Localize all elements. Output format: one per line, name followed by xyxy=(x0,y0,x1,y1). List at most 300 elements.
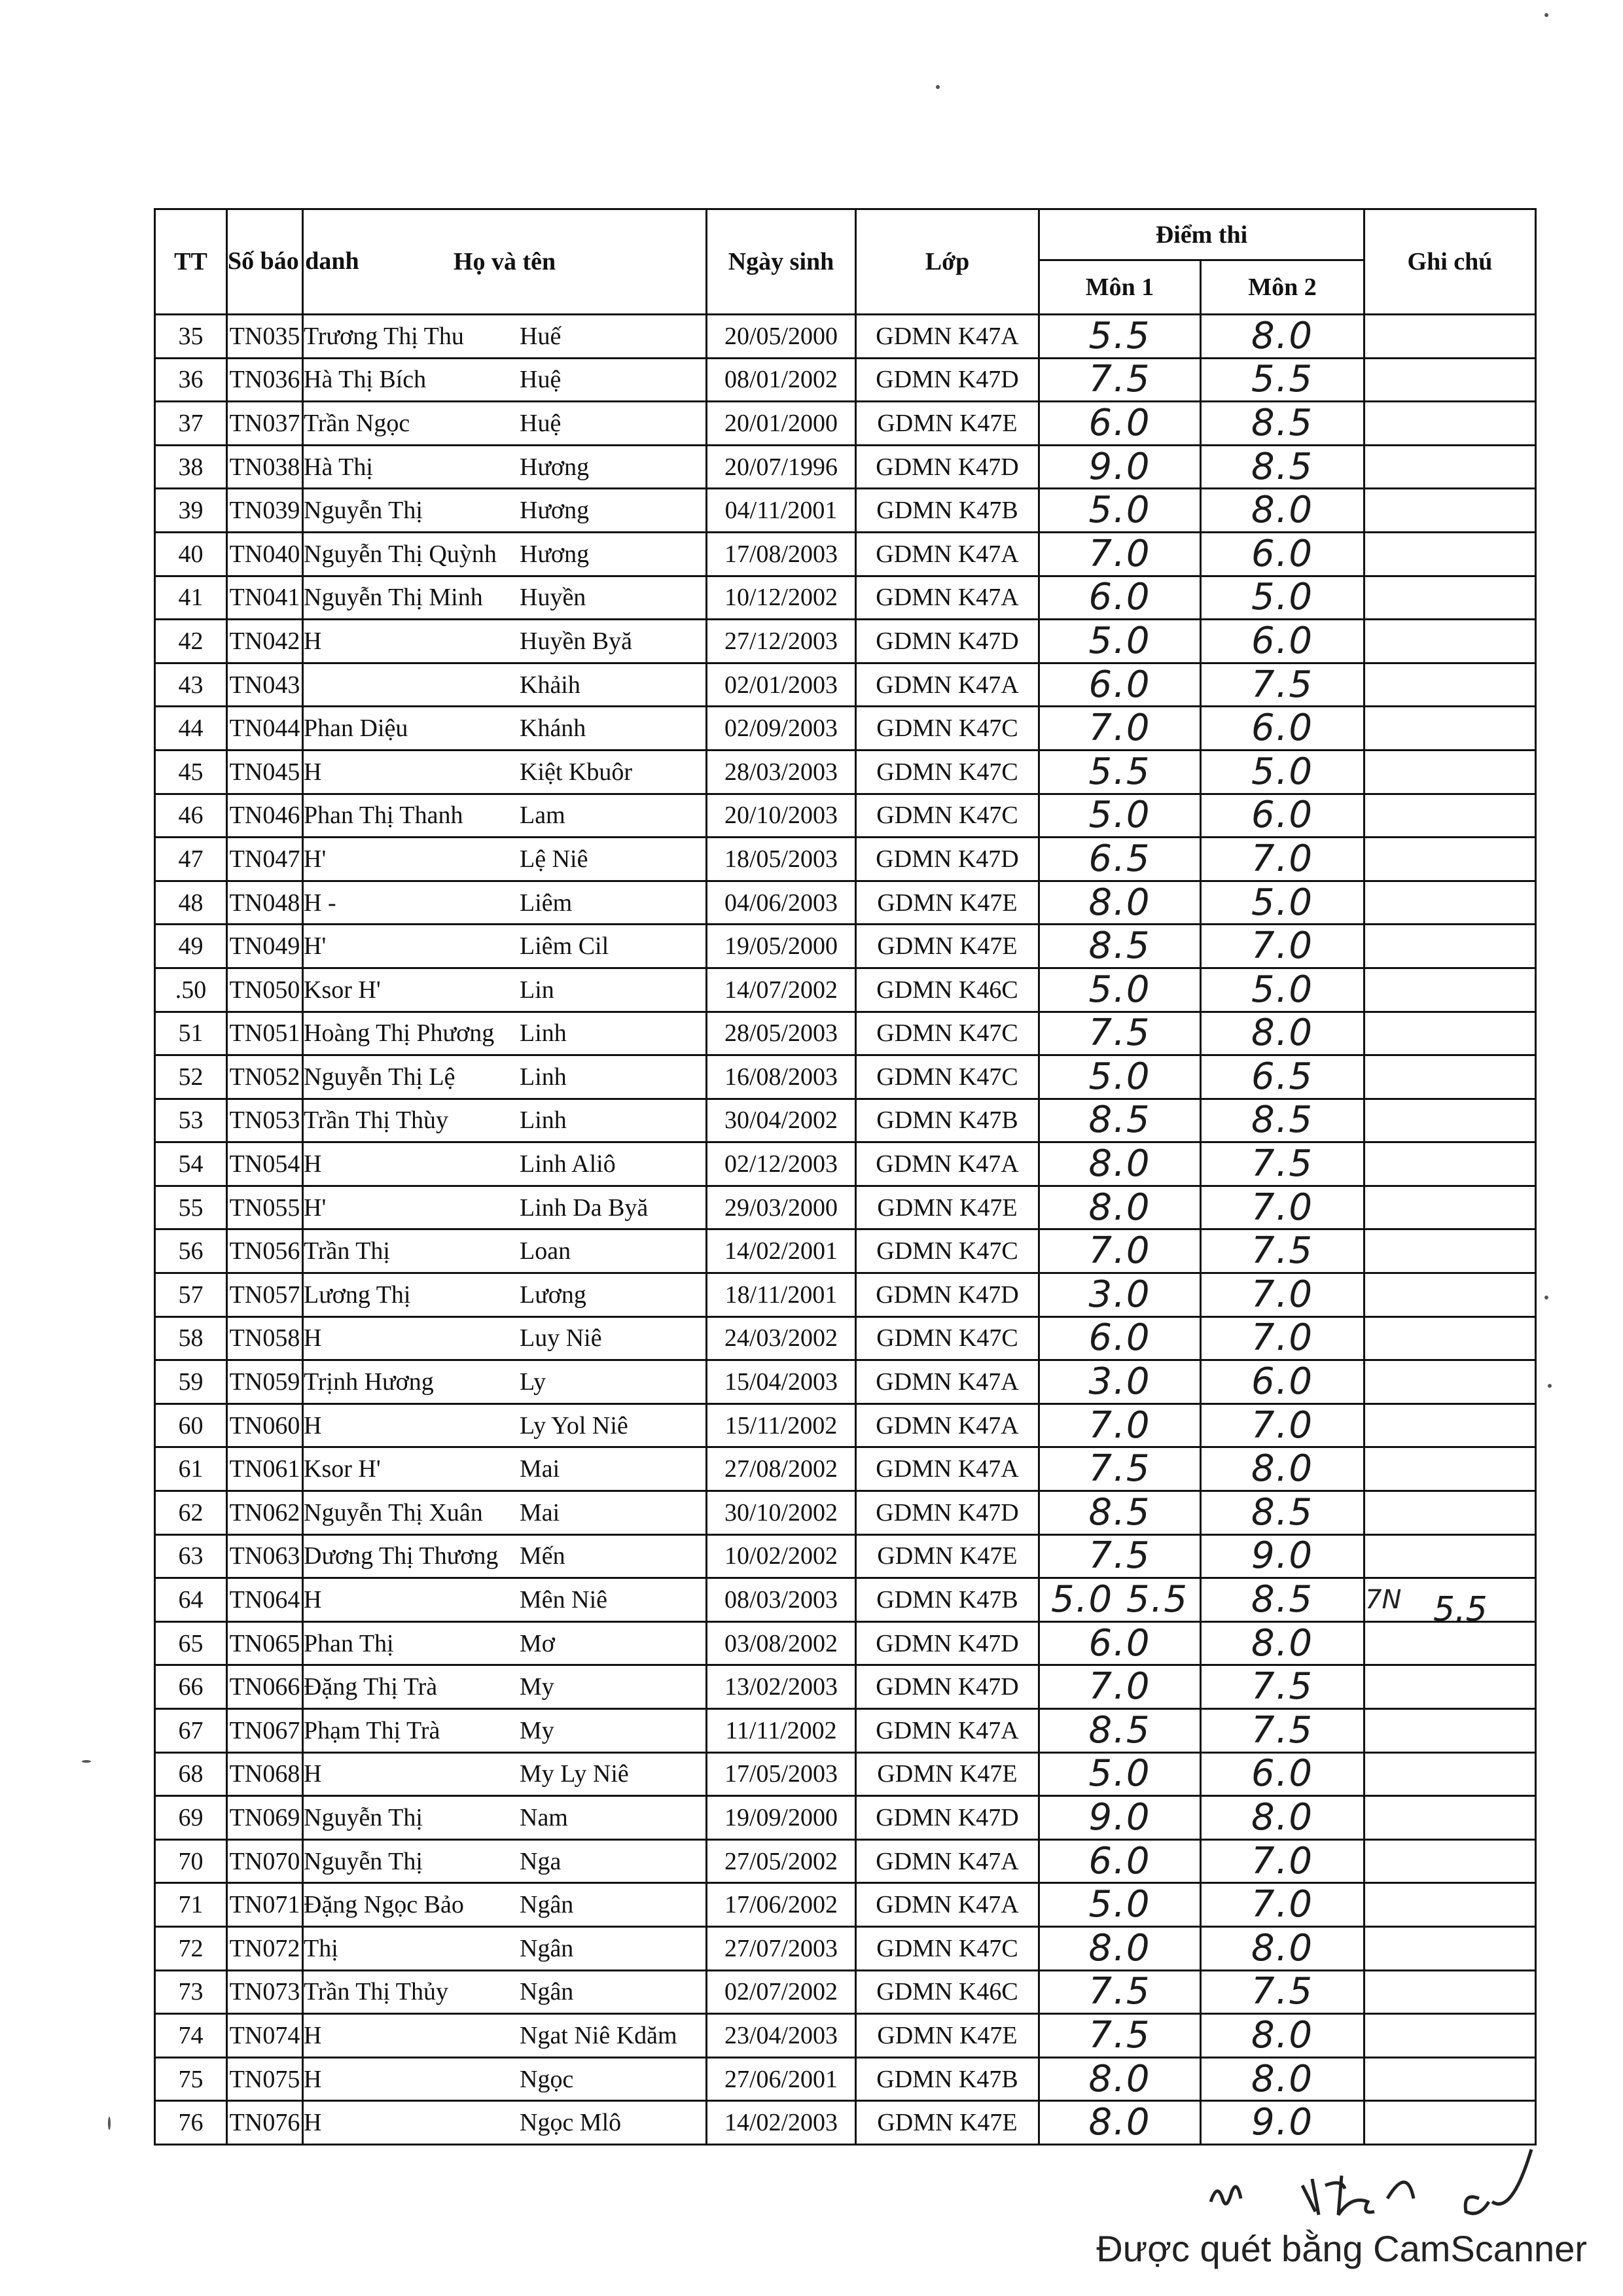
given-name: Hương xyxy=(520,540,590,568)
full-name xyxy=(303,707,707,751)
candidate-number: TN059 xyxy=(227,1360,303,1404)
score-mon1: 6.0 xyxy=(1039,1316,1201,1360)
table-row xyxy=(155,1229,1536,1273)
handwritten-signatures xyxy=(1191,2140,1558,2238)
given-name: Lệ Niê xyxy=(520,845,588,873)
note-cell xyxy=(1364,489,1536,533)
row-number: 75 xyxy=(155,2057,227,2101)
candidate-number: TN047 xyxy=(227,838,303,881)
birth-date: 27/06/2001 xyxy=(707,2057,856,2101)
table-row xyxy=(155,1142,1536,1186)
full-name xyxy=(303,663,707,707)
note-cell xyxy=(1364,445,1536,489)
given-name: Liêm xyxy=(520,889,573,917)
birth-date: 17/08/2003 xyxy=(707,532,856,576)
header-note: Ghi chú xyxy=(1364,209,1536,315)
candidate-number: TN068 xyxy=(227,1752,303,1796)
row-number: 74 xyxy=(155,2014,227,2058)
table-row xyxy=(155,1621,1536,1665)
note-cell xyxy=(1364,358,1536,402)
class-name: GDMN K46C xyxy=(856,1970,1039,2014)
family-name: Nguyễn Thị Quỳnh xyxy=(304,540,497,568)
score-mon1: 8.5 xyxy=(1039,1099,1201,1142)
note-cell xyxy=(1364,750,1536,794)
family-name: H xyxy=(304,1760,322,1788)
given-name: Ngọc Mlô xyxy=(520,2109,622,2137)
class-name: GDMN K47C xyxy=(856,1926,1039,1970)
table-row xyxy=(155,532,1536,576)
row-number: 76 xyxy=(155,2101,227,2145)
table-row xyxy=(155,1186,1536,1229)
family-name: H' xyxy=(304,1193,327,1222)
family-name: H xyxy=(304,627,322,655)
row-number: 58 xyxy=(155,1316,227,1360)
given-name: Linh xyxy=(520,1063,567,1091)
class-name: GDMN K47D xyxy=(856,1273,1039,1317)
birth-date: 20/05/2000 xyxy=(707,315,856,359)
class-name: GDMN K47D xyxy=(856,1796,1039,1840)
candidate-number: TN064 xyxy=(227,1578,303,1622)
given-name: Huyền xyxy=(520,584,586,612)
full-name xyxy=(303,620,707,663)
score-mon1: 8.5 xyxy=(1039,1491,1201,1535)
score-mon1: 5.0 5.5 xyxy=(1039,1578,1201,1622)
birth-date: 20/01/2000 xyxy=(707,402,856,446)
note-cell xyxy=(1364,1404,1536,1447)
candidate-number: TN052 xyxy=(227,1055,303,1099)
family-name: Nguyễn Thị Lệ xyxy=(304,1063,455,1091)
family-name: H' xyxy=(304,845,327,873)
birth-date: 20/07/1996 xyxy=(707,445,856,489)
row-number: 38 xyxy=(155,445,227,489)
full-name xyxy=(303,2014,707,2058)
class-name: GDMN K47E xyxy=(856,1186,1039,1229)
table-row xyxy=(155,620,1536,663)
full-name xyxy=(303,315,707,359)
row-number: 68 xyxy=(155,1752,227,1796)
candidate-number: TN040 xyxy=(227,532,303,576)
class-name: GDMN K47C xyxy=(856,707,1039,751)
scan-speck xyxy=(1548,1384,1552,1388)
birth-date: 15/11/2002 xyxy=(707,1404,856,1447)
given-name: Loan xyxy=(520,1237,571,1265)
table-row xyxy=(155,838,1536,881)
table-row xyxy=(155,1491,1536,1535)
candidate-number: TN038 xyxy=(227,445,303,489)
given-name: Lam xyxy=(520,802,565,830)
exam-score-table xyxy=(154,208,1537,2146)
score-mon1: 7.5 xyxy=(1039,2014,1201,2058)
full-name xyxy=(303,1142,707,1186)
table-row xyxy=(155,2057,1536,2101)
birth-date: 10/12/2002 xyxy=(707,576,856,620)
full-name xyxy=(303,1055,707,1099)
note-cell xyxy=(1364,532,1536,576)
score-mon1: 3.0 xyxy=(1039,1273,1201,1317)
full-name xyxy=(303,1534,707,1578)
class-name: GDMN K47C xyxy=(856,1055,1039,1099)
given-name: Ly xyxy=(520,1368,546,1396)
row-number: 56 xyxy=(155,1229,227,1273)
table-row xyxy=(155,925,1536,968)
score-mon1: 7.5 xyxy=(1039,358,1201,402)
given-name: My xyxy=(520,1673,554,1701)
row-number: 60 xyxy=(155,1404,227,1447)
note-cell xyxy=(1364,663,1536,707)
row-number: 44 xyxy=(155,707,227,751)
birth-date: 13/02/2003 xyxy=(707,1665,856,1709)
score-mon1: 5.0 xyxy=(1039,1055,1201,1099)
row-number: 64 xyxy=(155,1578,227,1622)
score-mon2: 5.0 xyxy=(1201,968,1364,1012)
family-name: H' xyxy=(304,932,327,961)
full-name xyxy=(303,1273,707,1317)
family-name: Trịnh Hương xyxy=(304,1368,434,1396)
note-cell xyxy=(1364,1099,1536,1142)
full-name xyxy=(303,576,707,620)
note-cell xyxy=(1364,1491,1536,1535)
given-name: My xyxy=(520,1716,554,1744)
class-name: GDMN K47A xyxy=(856,532,1039,576)
family-name: H xyxy=(304,1324,322,1352)
table-row xyxy=(155,794,1536,838)
full-name xyxy=(303,1970,707,2014)
score-mon2: 5.0 xyxy=(1201,881,1364,925)
family-name: Phạm Thị Trà xyxy=(304,1716,440,1744)
note-cell xyxy=(1364,1796,1536,1840)
score-mon1: 9.0 xyxy=(1039,445,1201,489)
full-name xyxy=(303,1186,707,1229)
table-row xyxy=(155,707,1536,751)
score-mon1: 7.5 xyxy=(1039,1970,1201,2014)
score-mon2: 6.5 xyxy=(1201,1055,1364,1099)
table-row xyxy=(155,1665,1536,1709)
birth-date: 19/05/2000 xyxy=(707,925,856,968)
class-name: GDMN K47C xyxy=(856,750,1039,794)
score-mon2: 8.0 xyxy=(1201,2014,1364,2058)
score-mon1: 7.5 xyxy=(1039,1534,1201,1578)
row-number: 72 xyxy=(155,1926,227,1970)
row-number: 41 xyxy=(155,576,227,620)
note-cell xyxy=(1364,1752,1536,1796)
candidate-number: TN051 xyxy=(227,1012,303,1055)
birth-date: 19/09/2000 xyxy=(707,1796,856,1840)
candidate-number: TN037 xyxy=(227,402,303,446)
birth-date: 18/05/2003 xyxy=(707,838,856,881)
given-name: Lin xyxy=(520,976,554,1004)
score-mon1: 3.0 xyxy=(1039,1360,1201,1404)
birth-date: 24/03/2002 xyxy=(707,1316,856,1360)
given-name: Liêm Cil xyxy=(520,932,609,961)
family-name: Trần Thị xyxy=(304,1237,390,1265)
family-name: H xyxy=(304,2109,322,2137)
table-body xyxy=(155,315,1536,2145)
candidate-number: TN071 xyxy=(227,1883,303,1927)
given-name: Mai xyxy=(520,1455,560,1483)
given-name: Luy Niê xyxy=(520,1324,602,1352)
candidate-number: TN055 xyxy=(227,1186,303,1229)
birth-date: 08/03/2003 xyxy=(707,1578,856,1622)
given-name: Nam xyxy=(520,1803,568,1831)
row-number: 48 xyxy=(155,881,227,925)
full-name xyxy=(303,1360,707,1404)
note-cell xyxy=(1364,1186,1536,1229)
family-name: Đặng Ngọc Bảo xyxy=(304,1891,464,1919)
full-name xyxy=(303,1099,707,1142)
candidate-number: TN074 xyxy=(227,2014,303,2058)
table-row xyxy=(155,1099,1536,1142)
birth-date: 30/10/2002 xyxy=(707,1491,856,1535)
given-name: Mơ xyxy=(520,1629,555,1657)
table-row xyxy=(155,1404,1536,1447)
class-name: GDMN K47E xyxy=(856,925,1039,968)
score-mon2: 7.5 xyxy=(1201,663,1364,707)
row-number: 63 xyxy=(155,1534,227,1578)
birth-date: 02/12/2003 xyxy=(707,1142,856,1186)
table-row xyxy=(155,1839,1536,1883)
full-name xyxy=(303,794,707,838)
birth-date: 27/07/2003 xyxy=(707,1926,856,1970)
full-name xyxy=(303,489,707,533)
note-cell xyxy=(1364,1012,1536,1055)
candidate-number: TN036 xyxy=(227,358,303,402)
full-name xyxy=(303,1447,707,1491)
table-row xyxy=(155,750,1536,794)
class-name: GDMN K47D xyxy=(856,1491,1039,1535)
family-name: Trần Ngọc xyxy=(304,409,410,437)
table-row xyxy=(155,315,1536,359)
row-number: 66 xyxy=(155,1665,227,1709)
given-name: Lương xyxy=(520,1280,586,1309)
score-mon1: 6.0 xyxy=(1039,1839,1201,1883)
given-name: Ngat Niê Kdăm xyxy=(520,2021,677,2049)
table-row xyxy=(155,489,1536,533)
score-mon1: 7.0 xyxy=(1039,532,1201,576)
candidate-number: TN066 xyxy=(227,1665,303,1709)
family-name: H xyxy=(304,2065,322,2093)
table-row xyxy=(155,2014,1536,2058)
class-name: GDMN K47D xyxy=(856,1665,1039,1709)
score-mon2: 7.5 xyxy=(1201,1665,1364,1709)
score-mon1: 7.0 xyxy=(1039,707,1201,751)
given-name: Hương xyxy=(520,453,590,481)
score-mon1: 8.5 xyxy=(1039,925,1201,968)
given-name: Mai xyxy=(520,1498,560,1527)
given-name: Ngân xyxy=(520,1978,574,2006)
note-cell xyxy=(1364,968,1536,1012)
family-name: Hoàng Thị Phương xyxy=(304,1019,495,1048)
class-name: GDMN K47E xyxy=(856,402,1039,446)
note-cell xyxy=(1364,1447,1536,1491)
note-cell xyxy=(1364,1970,1536,2014)
candidate-number: TN062 xyxy=(227,1491,303,1535)
class-name: GDMN K47C xyxy=(856,1316,1039,1360)
class-name: GDMN K47E xyxy=(856,881,1039,925)
score-mon1: 8.0 xyxy=(1039,881,1201,925)
candidate-number: TN057 xyxy=(227,1273,303,1317)
row-number: 61 xyxy=(155,1447,227,1491)
full-name xyxy=(303,1709,707,1753)
birth-date: 30/04/2002 xyxy=(707,1099,856,1142)
score-mon1: 6.0 xyxy=(1039,663,1201,707)
birth-date: 27/05/2002 xyxy=(707,1839,856,1883)
family-name: H xyxy=(304,1586,322,1614)
row-number: 40 xyxy=(155,532,227,576)
candidate-number: TN067 xyxy=(227,1709,303,1753)
score-mon2: 5.0 xyxy=(1201,576,1364,620)
note-cell xyxy=(1364,1709,1536,1753)
class-name: GDMN K47A xyxy=(856,1142,1039,1186)
score-mon2: 6.0 xyxy=(1201,1360,1364,1404)
note-cell xyxy=(1364,707,1536,751)
table-row xyxy=(155,445,1536,489)
row-number: 57 xyxy=(155,1273,227,1317)
candidate-number: TN046 xyxy=(227,794,303,838)
table-row xyxy=(155,1273,1536,1317)
given-name: Linh xyxy=(520,1019,567,1048)
scan-speck xyxy=(936,85,940,89)
full-name xyxy=(303,2101,707,2145)
note-cell xyxy=(1364,881,1536,925)
note-cell xyxy=(1364,402,1536,446)
note-cell xyxy=(1364,1665,1536,1709)
table-row xyxy=(155,2101,1536,2145)
score-mon1: 7.0 xyxy=(1039,1229,1201,1273)
table-row xyxy=(155,1447,1536,1491)
header-sbd: Số báo danh xyxy=(227,209,303,315)
score-mon2: 7.5 xyxy=(1201,1229,1364,1273)
birth-date: 29/03/2000 xyxy=(707,1186,856,1229)
row-number: 39 xyxy=(155,489,227,533)
full-name xyxy=(303,1839,707,1883)
family-name: Trương Thị Thu xyxy=(304,322,464,350)
row-number: 35 xyxy=(155,315,227,359)
candidate-number: TN044 xyxy=(227,707,303,751)
full-name xyxy=(303,750,707,794)
full-name xyxy=(303,1665,707,1709)
score-mon1: 7.5 xyxy=(1039,1012,1201,1055)
row-number: 65 xyxy=(155,1621,227,1665)
class-name: GDMN K47A xyxy=(856,1839,1039,1883)
table-row xyxy=(155,1709,1536,1753)
row-number: 37 xyxy=(155,402,227,446)
given-name: Huế xyxy=(520,322,562,350)
full-name xyxy=(303,838,707,881)
score-mon1: 5.5 xyxy=(1039,750,1201,794)
note-cell xyxy=(1364,925,1536,968)
row-number: 36 xyxy=(155,358,227,402)
family-name: Đặng Thị Trà xyxy=(304,1673,438,1701)
class-name: GDMN K47E xyxy=(856,2014,1039,2058)
given-name: Hương xyxy=(520,497,590,525)
score-mon2: 8.0 xyxy=(1201,1447,1364,1491)
given-name: Kiệt Kbuôr xyxy=(520,758,633,786)
score-mon2: 8.0 xyxy=(1201,315,1364,359)
row-number: 59 xyxy=(155,1360,227,1404)
candidate-number: TN072 xyxy=(227,1926,303,1970)
header-score-group: Điểm thi xyxy=(1039,209,1364,260)
candidate-number: TN065 xyxy=(227,1621,303,1665)
table-row xyxy=(155,1970,1536,2014)
class-name: GDMN K47C xyxy=(856,1012,1039,1055)
birth-date: 16/08/2003 xyxy=(707,1055,856,1099)
row-number: 53 xyxy=(155,1099,227,1142)
full-name xyxy=(303,1491,707,1535)
family-name: Nguyễn Thị Xuân xyxy=(304,1498,483,1527)
score-mon2: 7.5 xyxy=(1201,1709,1364,1753)
candidate-number: TN061 xyxy=(227,1447,303,1491)
full-name xyxy=(303,968,707,1012)
candidate-number: TN073 xyxy=(227,1970,303,2014)
score-mon2: 8.5 xyxy=(1201,1491,1364,1535)
score-mon2: 6.0 xyxy=(1201,620,1364,663)
score-mon2: 8.5 xyxy=(1201,402,1364,446)
family-name: Hà Thị Bích xyxy=(304,366,427,394)
candidate-number: TN035 xyxy=(227,315,303,359)
class-name: GDMN K47B xyxy=(856,1578,1039,1622)
full-name xyxy=(303,358,707,402)
class-name: GDMN K47E xyxy=(856,1534,1039,1578)
birth-date: 08/01/2002 xyxy=(707,358,856,402)
note-cell xyxy=(1364,1055,1536,1099)
score-mon2: 7.0 xyxy=(1201,1883,1364,1927)
candidate-number: TN041 xyxy=(227,576,303,620)
row-number: 47 xyxy=(155,838,227,881)
score-mon2: 8.0 xyxy=(1201,1621,1364,1665)
family-name: Nguyễn Thị xyxy=(304,1803,423,1831)
score-mon2: 8.0 xyxy=(1201,489,1364,533)
family-name: Nguyễn Thị xyxy=(304,1847,423,1875)
class-name: GDMN K47D xyxy=(856,358,1039,402)
note-cell xyxy=(1364,1360,1536,1404)
candidate-number: TN069 xyxy=(227,1796,303,1840)
score-mon2: 8.5 xyxy=(1201,1578,1364,1622)
class-name: GDMN K47A xyxy=(856,663,1039,707)
score-mon1: 8.5 xyxy=(1039,1709,1201,1753)
score-mon2: 8.0 xyxy=(1201,1926,1364,1970)
family-name: Phan Thị Thanh xyxy=(304,802,463,830)
table-row xyxy=(155,1883,1536,1927)
family-name: Ksor H' xyxy=(304,1455,381,1483)
scan-speck xyxy=(108,2117,111,2130)
score-mon1: 5.0 xyxy=(1039,620,1201,663)
note-cell xyxy=(1364,794,1536,838)
family-name: Trần Thị Thùy xyxy=(304,1106,449,1135)
class-name: GDMN K47C xyxy=(856,794,1039,838)
candidate-number: TN039 xyxy=(227,489,303,533)
class-name: GDMN K47E xyxy=(856,2101,1039,2145)
table-row xyxy=(155,663,1536,707)
score-mon2: 8.0 xyxy=(1201,1796,1364,1840)
given-name: My Ly Niê xyxy=(520,1760,629,1788)
given-name: Mến xyxy=(520,1542,565,1570)
score-mon2: 8.0 xyxy=(1201,1012,1364,1055)
row-number: 43 xyxy=(155,663,227,707)
candidate-number: TN054 xyxy=(227,1142,303,1186)
class-name: GDMN K47C xyxy=(856,1229,1039,1273)
table-row xyxy=(155,1578,1536,1622)
note-cell xyxy=(1364,1883,1536,1927)
birth-date: 14/02/2001 xyxy=(707,1229,856,1273)
full-name xyxy=(303,1578,707,1622)
header-tt: TT xyxy=(155,209,227,315)
table-row xyxy=(155,1534,1536,1578)
full-name xyxy=(303,881,707,925)
full-name xyxy=(303,2057,707,2101)
note-cell xyxy=(1364,838,1536,881)
family-name: Hà Thị xyxy=(304,453,373,481)
full-name xyxy=(303,1752,707,1796)
